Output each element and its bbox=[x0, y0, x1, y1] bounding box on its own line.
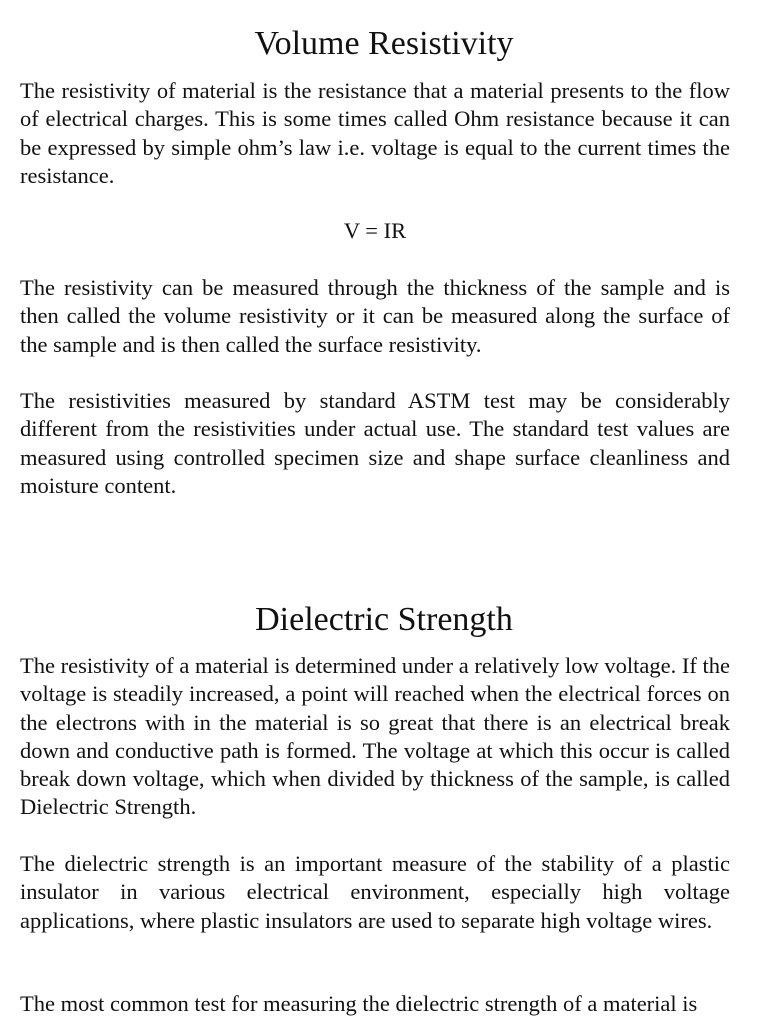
volume-resistivity-paragraph-3: The resistivities measured by standard ASTM test may be considerably different from the resistivities under actual use. The standard test values are measured using controlled specimen size and shape surface cleanliness and moisture content. bbox=[20, 388, 730, 498]
dielectric-strength-paragraph-1: The resistivity of a material is determined under a relatively low voltage. If the voltage is steadily increased, a point will reached when the electrical forces on the electrons with in the material is so great that there is an electrical break down and conductive path is formed. The voltage at which this occur is called break down voltage, which when divided by thickness of the sample, is called Dielectric Strength. bbox=[20, 653, 730, 820]
dielectric-strength-paragraph-3: The most common test for measuring the dielectric strength of a material is bbox=[20, 991, 698, 1016]
dielectric-strength-title: Dielectric Strength bbox=[255, 601, 513, 638]
volume-resistivity-title: Volume Resistivity bbox=[254, 25, 514, 62]
volume-resistivity-paragraph-2: The resistivity can be measured through the thickness of the sample and is then called the volume resistivity or it can be measured along the surface of the sample and is then called the surface resistivity. bbox=[20, 275, 730, 357]
ohms-law-equation: V = IR bbox=[343, 218, 407, 243]
dielectric-strength-paragraph-2: The dielectric strength is an important measure of the stability of a plastic insulator in various electrical environment, especially high voltage applications, where plastic insulators are used to separate high voltage wires. bbox=[20, 851, 730, 933]
volume-resistivity-paragraph-1: The resistivity of material is the resistance that a material presents to the flow of electrical charges. This is some times called Ohm resistance because it can be expressed by simple ohm’s law i.e. voltage is equal to the current times the resistance. bbox=[20, 78, 730, 188]
